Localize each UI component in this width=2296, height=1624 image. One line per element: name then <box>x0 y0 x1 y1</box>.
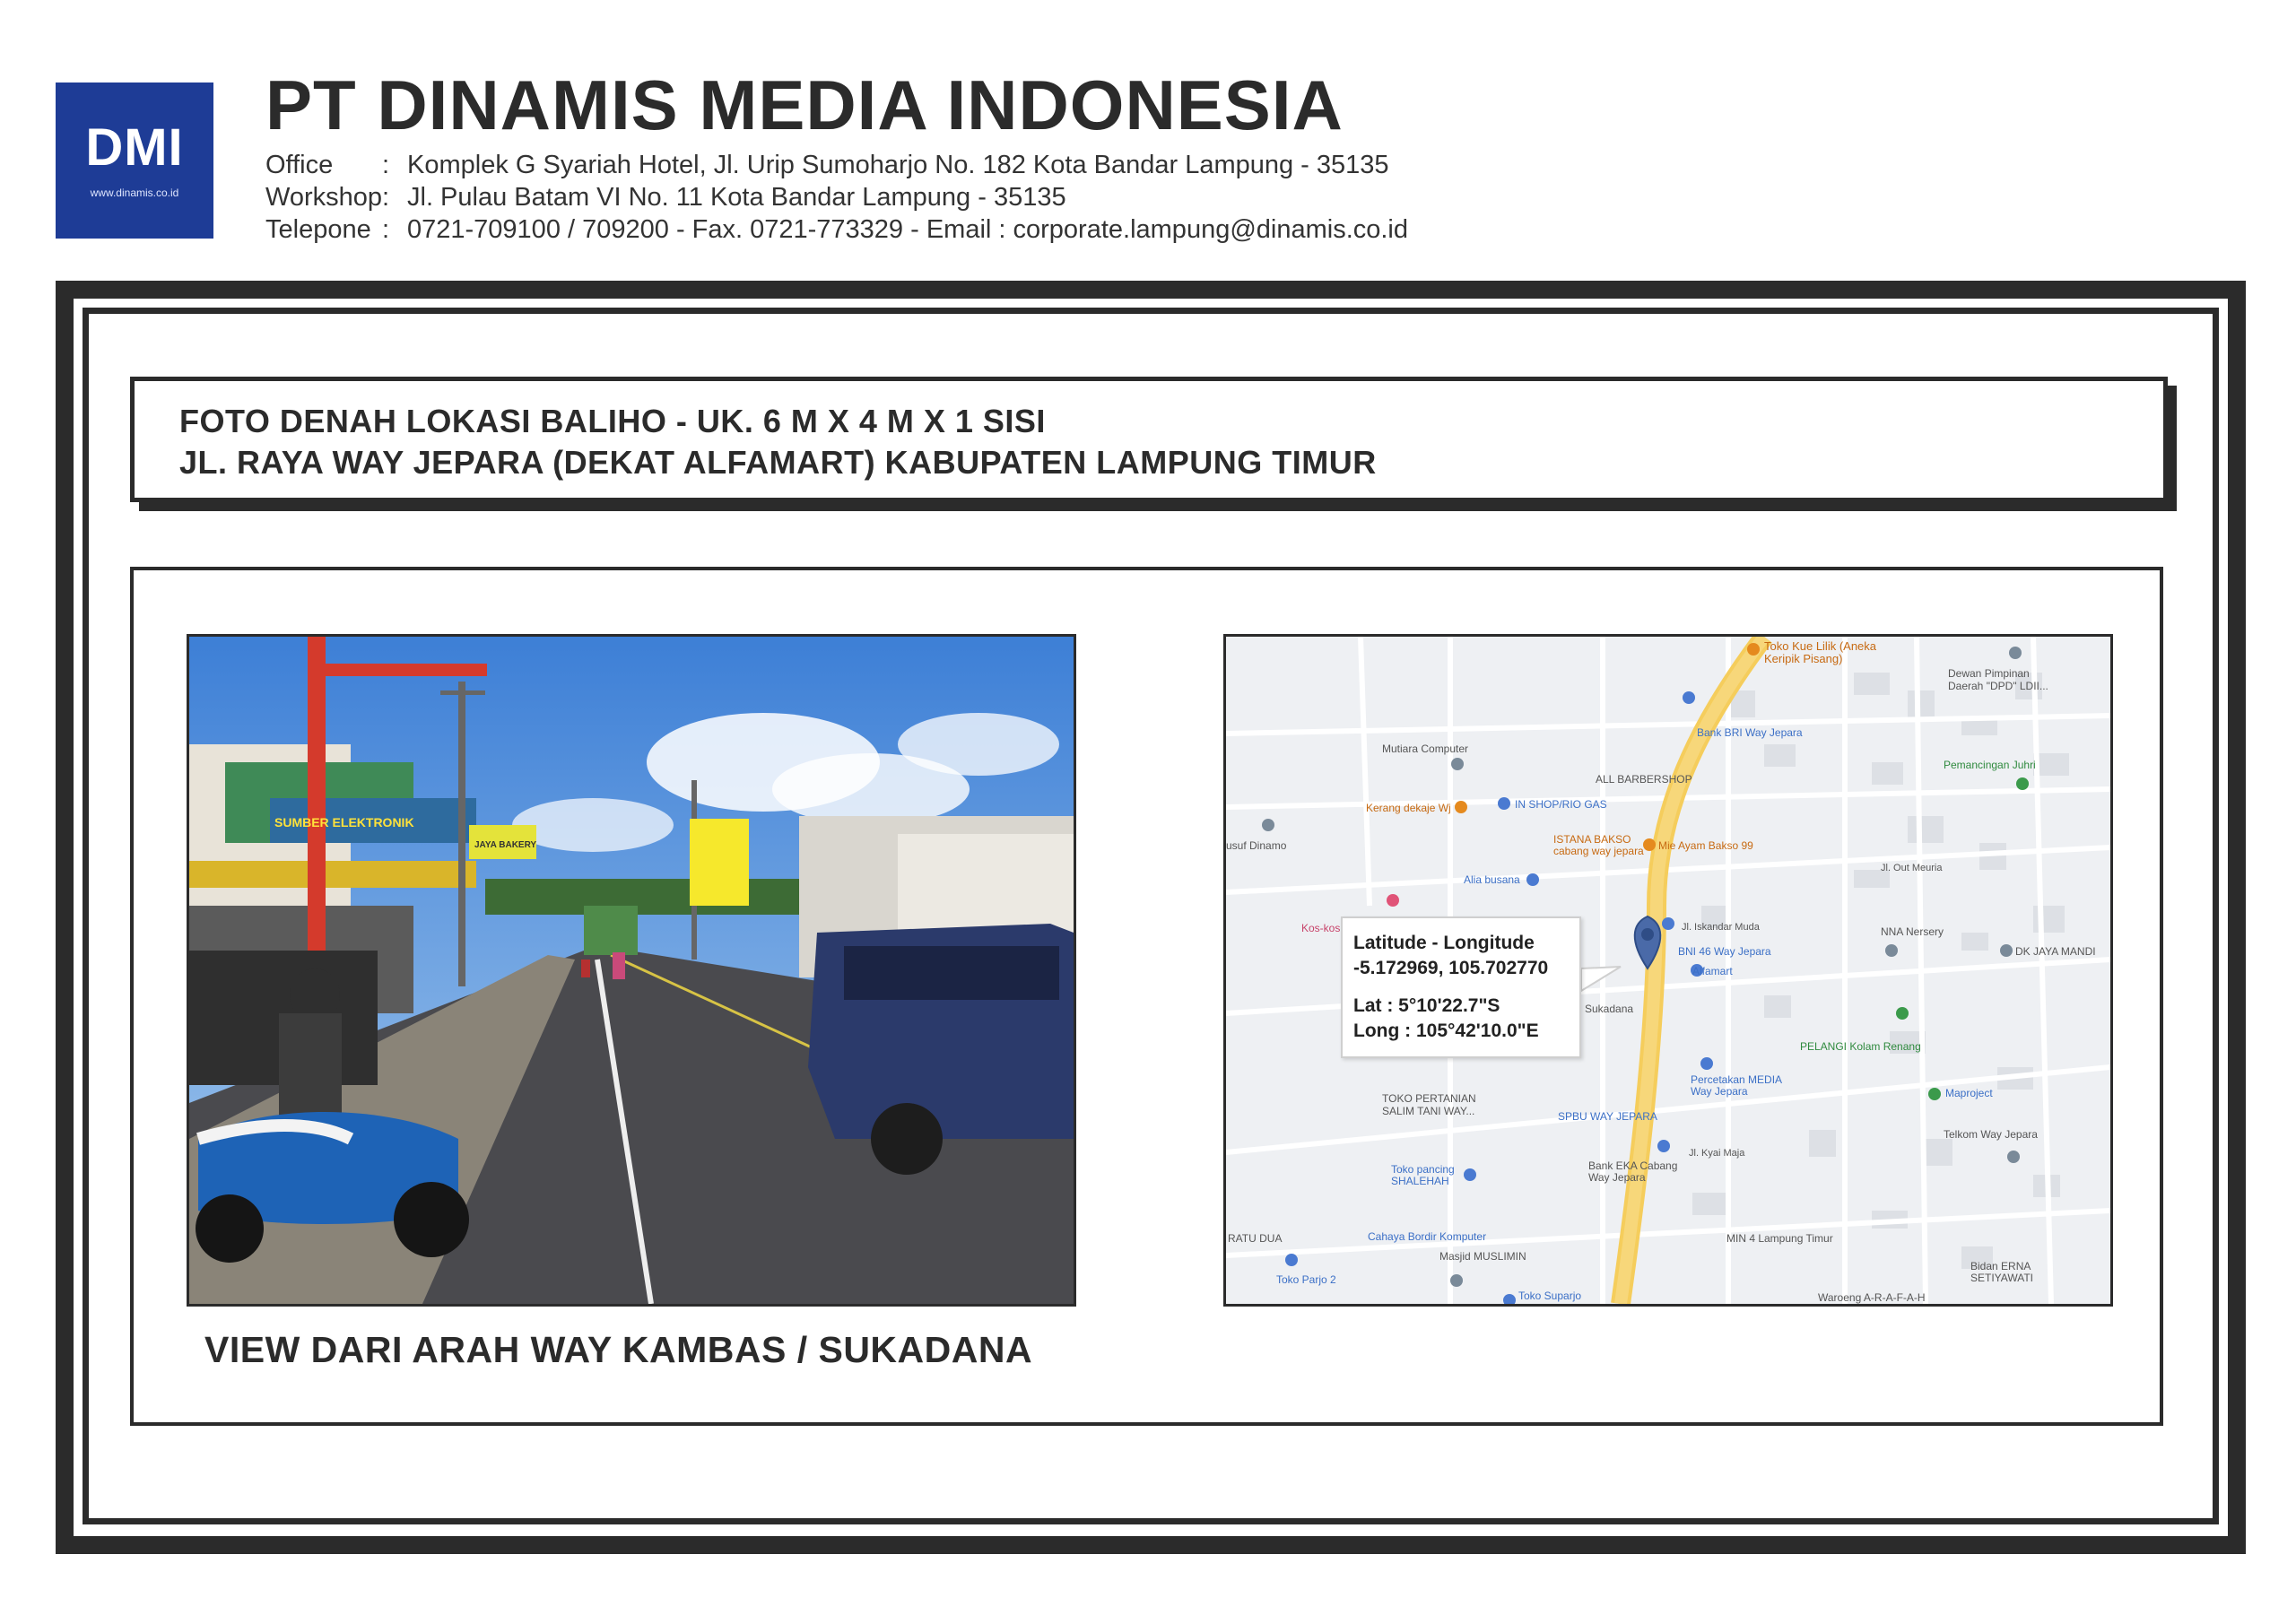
map-label: PELANGI Kolam Renang <box>1800 1040 1921 1053</box>
location-photo <box>187 634 1076 1307</box>
store-sign: SUMBER ELEKTRONIK <box>274 815 414 829</box>
map-label: Kerang dekaje Wj <box>1366 802 1451 814</box>
contact-office <box>265 149 1408 181</box>
map-label: Toko Suparjo <box>1518 1290 1582 1302</box>
map-label: Jl. Kyai Maja <box>1689 1148 1745 1159</box>
company-logo <box>56 83 213 239</box>
map-label: NNA Nersery <box>1881 925 1944 938</box>
callout-line-1: Latitude - Longitude <box>1353 933 1535 953</box>
map-label: Waroeng A-R-A-F-A-H <box>1818 1291 1926 1304</box>
contact-key: Workshop <box>265 183 383 212</box>
map-label: Cahaya Bordir Komputer <box>1368 1230 1487 1243</box>
map-label: Bank EKA Cabang Way Jepara <box>1588 1159 1678 1184</box>
map-label: SPBU WAY JEPARA <box>1558 1110 1657 1123</box>
callout-line-2: -5.172969, 105.702770 <box>1353 958 1549 978</box>
map-label: RATU DUA <box>1228 1232 1283 1245</box>
callout-line-4: Long : 105°42'10.0"E <box>1353 1020 1539 1041</box>
contact-workshop <box>265 181 1408 213</box>
map-label: Mutiara Computer <box>1382 743 1469 755</box>
map-label: Toko Parjo 2 <box>1276 1273 1336 1286</box>
map-label: Maproject <box>1945 1087 1993 1099</box>
title-line-2: JL. RAYA WAY JEPARA (DEKAT ALFAMART) KABUPATEN LAMPUNG TIMUR <box>179 444 1377 481</box>
callout-line-3: Lat : 5°10'22.7"S <box>1353 995 1500 1016</box>
map-label: Toko Kue Lilik (Aneka Keripik Pisang) <box>1764 639 1877 665</box>
map-label: Percetakan MEDIA Way Jepara <box>1691 1073 1782 1098</box>
map-label: MIN 4 Lampung Timur <box>1726 1232 1833 1245</box>
logo-text: DMI <box>85 118 184 177</box>
map-label: Alia busana <box>1464 873 1520 886</box>
map-label: ISTANA BAKSO cabang way jepara <box>1553 833 1644 857</box>
street-photo-image <box>189 637 1074 1304</box>
contact-sep: : <box>382 215 390 244</box>
map-label: Bank BRI Way Jepara <box>1697 726 1803 739</box>
logo-website: www.dinamis.co.id <box>90 187 179 199</box>
contact-value: Jl. Pulau Batam VI No. 11 Kota Bandar Lampung - 35135 <box>407 183 1066 212</box>
map-label: BNI 46 Way Jepara <box>1678 945 1771 958</box>
title-box <box>130 377 2168 502</box>
map-label: Telkom Way Jepara <box>1944 1128 2038 1141</box>
contact-value: Komplek G Syariah Hotel, Jl. Urip Sumoharjo No. 182 Kota Bandar Lampung - 35135 <box>407 151 1389 179</box>
map-label: Pemancingan Juhri <box>1944 759 2036 771</box>
coordinates-callout <box>1341 916 1581 1058</box>
map-label: Jl. Out Meuria <box>1881 863 1943 873</box>
map-label: ALL BARBERSHOP <box>1596 773 1692 786</box>
map-label: Bidan ERNA SETIYAWATI <box>1970 1260 2034 1284</box>
company-name: PT DINAMIS MEDIA INDONESIA <box>265 65 1344 144</box>
map-label: IN SHOP/RIO GAS <box>1515 798 1607 811</box>
map-label: Kos-kos <box>1301 922 1341 934</box>
contact-key: Office <box>265 151 334 179</box>
map-label: usuf Dinamo <box>1226 839 1287 852</box>
contact-telephone <box>265 213 1408 246</box>
map-label: Alfamart <box>1692 965 1733 977</box>
contact-value: 0721-709100 / 709200 - Fax. 0721-773329 - Email : corporate.lampung@dinamis.co.id <box>407 215 1409 244</box>
bakery-sign: JAYA BAKERY <box>474 840 537 850</box>
contact-key: Telepone <box>265 215 371 244</box>
photo-caption: VIEW DARI ARAH WAY KAMBAS / SUKADANA <box>204 1329 1033 1370</box>
map-label: DK JAYA MANDI <box>2015 945 2096 958</box>
map-label: Jl. Iskandar Muda <box>1682 922 1760 933</box>
map-label: Dewan Pimpinan Daerah "DPD" LDII... <box>1948 667 2048 692</box>
title-line-1: FOTO DENAH LOKASI BALIHO - UK. 6 M X 4 M X 1 SISI <box>179 403 1046 439</box>
map-label: Mie Ayam Bakso 99 <box>1658 839 1753 852</box>
contact-sep: : <box>382 151 390 179</box>
map-label: Sukadana <box>1585 1003 1634 1015</box>
map-label: Toko pancing SHALEHAH <box>1391 1163 1455 1187</box>
contact-info <box>265 149 1408 246</box>
location-map <box>1223 634 2113 1307</box>
contact-sep: : <box>382 183 390 212</box>
map-label: TOKO PERTANIAN SALIM TANI WAY... <box>1382 1092 1476 1117</box>
map-label: Masjid MUSLIMIN <box>1439 1250 1526 1263</box>
